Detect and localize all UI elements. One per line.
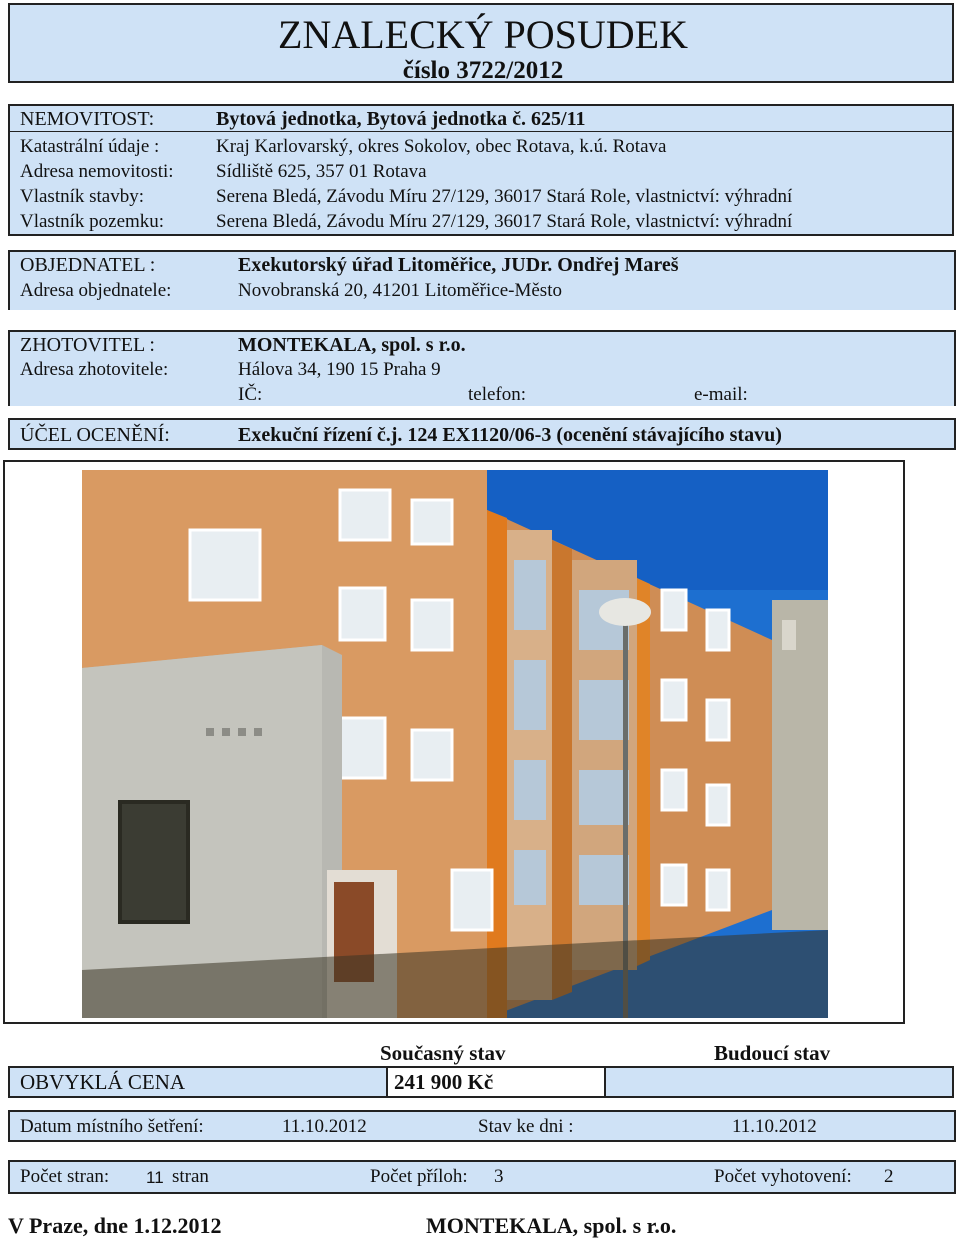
state-date-label: Stav ke dni : <box>478 1116 574 1137</box>
cadastral-label: Katastrální údaje : <box>20 136 160 157</box>
document-number: číslo 3722/2012 <box>402 57 564 84</box>
price-label: OBVYKLÁ CENA <box>20 1070 186 1094</box>
copies-value: 2 <box>884 1166 894 1187</box>
land-owner-value: Serena Bledá, Závodu Míru 27/129, 36017 Stará Role, vlastnictví: výhradní <box>216 211 793 232</box>
future-price-box <box>604 1066 954 1098</box>
ic-label: IČ: <box>238 384 263 405</box>
client-label: OBJEDNATEL : <box>20 254 156 276</box>
contractor-address-label: Adresa zhotovitele: <box>20 359 169 380</box>
pages-unit: stran <box>172 1166 209 1187</box>
building-owner-label: Vlastník stavby: <box>20 186 145 207</box>
building-illustration <box>82 470 828 1018</box>
attachments-label: Počet příloh: <box>370 1166 468 1187</box>
title-box <box>8 3 954 83</box>
building-photo <box>82 470 828 1018</box>
future-state-header: Budoucí stav <box>714 1041 831 1065</box>
property-value: Bytová jednotka, Bytová jednotka č. 625/11 <box>216 108 586 130</box>
pages-label: Počet stran: <box>20 1166 110 1187</box>
parties-top-rule <box>8 250 956 252</box>
company-signature: MONTEKALA, spol. s r.o. <box>426 1213 677 1238</box>
address-label: Adresa nemovitosti: <box>20 161 174 182</box>
purpose-label: ÚČEL OCENĚNÍ: <box>20 424 170 446</box>
pages-value: 11 <box>146 1168 164 1187</box>
email-label: e-mail: <box>694 384 748 405</box>
contractor-label: ZHOTOVITEL : <box>20 334 155 356</box>
document-title: ZNALECKÝ POSUDEK <box>278 12 688 57</box>
copies-label: Počet vyhotovení: <box>714 1166 852 1187</box>
land-owner-label: Vlastník pozemku: <box>20 211 165 232</box>
client-address-label: Adresa objednatele: <box>20 280 172 301</box>
attachments-value: 3 <box>494 1166 504 1187</box>
contractor-value: MONTEKALA, spol. s r.o. <box>238 334 466 356</box>
current-state-header: Současný stav <box>380 1041 506 1065</box>
inspection-date-value: 11.10.2012 <box>282 1116 367 1137</box>
address-value: Sídliště 625, 357 01 Rotava <box>216 161 427 182</box>
client-address-value: Novobranská 20, 41201 Litoměřice-Město <box>238 280 562 301</box>
cadastral-value: Kraj Karlovarský, okres Sokolov, obec Rotava, k.ú. Rotava <box>216 136 667 157</box>
parties-gap <box>8 310 956 330</box>
contractor-top-rule <box>8 330 956 332</box>
state-date-value: 11.10.2012 <box>732 1116 817 1137</box>
contractor-address-value: Hálova 34, 190 15 Praha 9 <box>238 359 441 380</box>
property-label: NEMOVITOST: <box>20 108 155 130</box>
gap-left <box>8 310 10 330</box>
phone-label: telefon: <box>468 384 527 405</box>
client-value: Exekutorský úřad Litoměřice, JUDr. Ondřej Mareš <box>238 254 679 276</box>
current-price-value: 241 900 Kč <box>394 1070 494 1094</box>
place-and-date: V Praze, dne 1.12.2012 <box>8 1213 222 1238</box>
purpose-value: Exekuční řízení č.j. 124 EX1120/06-3 (ocenění stávajícího stavu) <box>238 424 782 446</box>
inspection-date-label: Datum místního šetření: <box>20 1116 204 1137</box>
building-owner-value: Serena Bledá, Závodu Míru 27/129, 36017 Stará Role, vlastnictví: výhradní <box>216 186 793 207</box>
